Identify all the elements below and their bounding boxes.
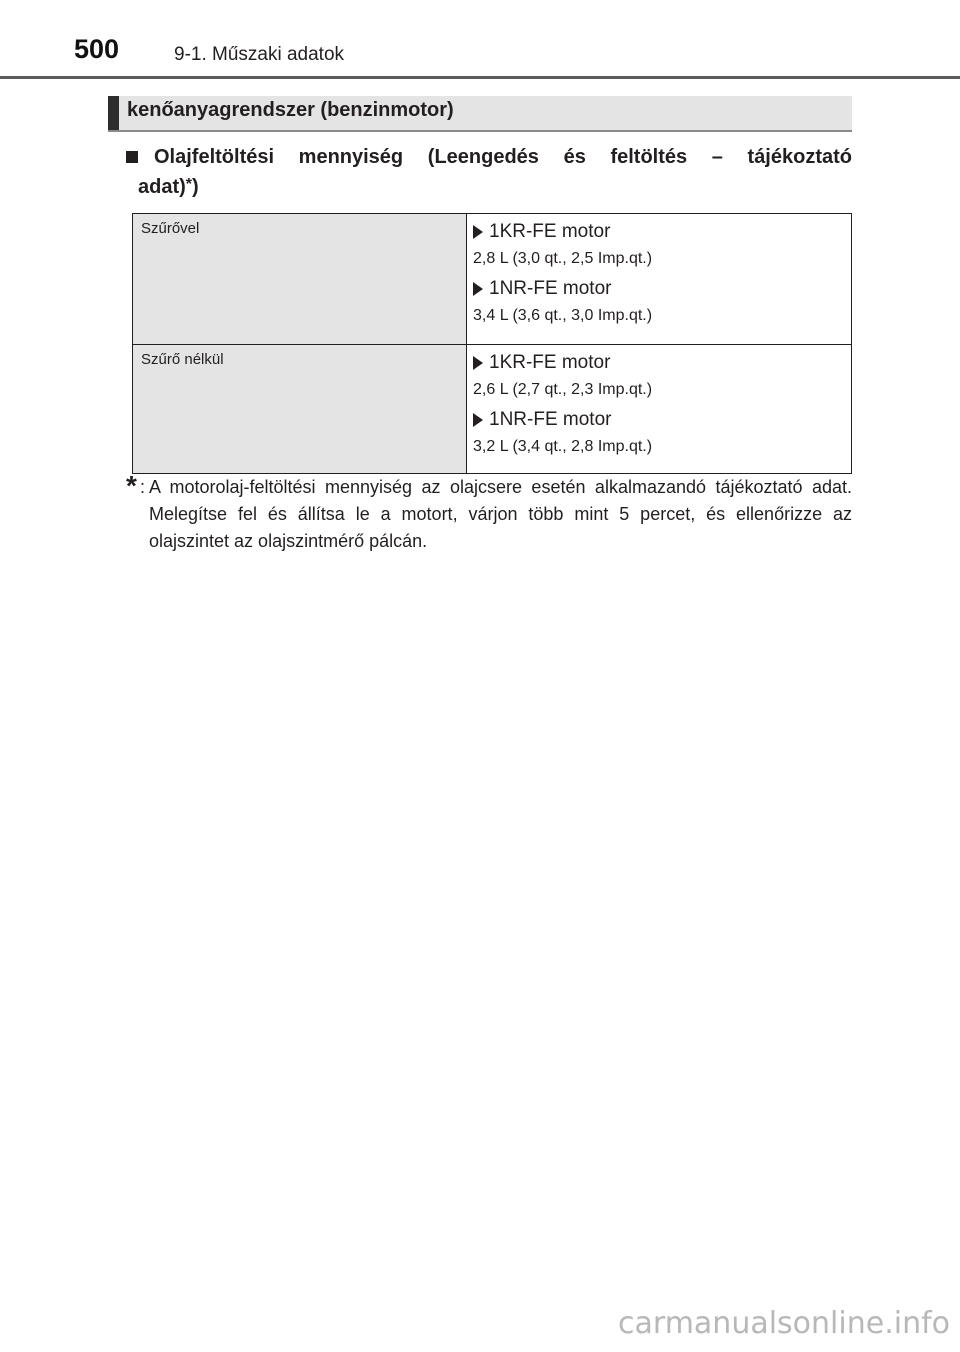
oil-capacity-table [132,213,852,474]
row-label: Szűrő nélkül [133,345,467,474]
footnote-marker: * [126,470,137,501]
triangle-right-icon [473,413,483,427]
watermark: carmanualsonline.info [618,1306,950,1341]
row-label: Szűrővel [133,214,467,345]
engine-entry [473,349,851,377]
engine-name: 1KR-FE motor [489,352,611,373]
triangle-right-icon [473,282,483,296]
subheading-close-paren: ) [192,176,199,198]
table-row [133,345,852,474]
section-title: kenőanyagrendszer (benzinmotor) [127,99,454,121]
capacity-value: 2,6 L (2,7 qt., 2,3 Imp.qt.) [473,381,653,398]
capacity-value: 2,8 L (3,0 qt., 2,5 Imp.qt.) [473,250,653,267]
engine-name: 1NR-FE motor [489,278,612,299]
subheading-line1: Olajfeltöltési mennyiség (Leengedés és feltöltés – tájékoztató [154,146,852,168]
header-divider [0,76,960,79]
subheading-line2-text: adat) [138,176,186,198]
capacity-value: 3,2 L (3,4 qt., 2,8 Imp.qt.) [473,438,653,455]
engine-name: 1KR-FE motor [489,221,611,242]
engine-name: 1NR-FE motor [489,409,612,430]
square-bullet-icon [126,151,138,163]
capacity-value: 3,4 L (3,6 qt., 3,0 Imp.qt.) [473,307,653,324]
table-row [133,214,852,345]
triangle-right-icon [473,356,483,370]
page-number: 500 [74,34,120,64]
engine-entry [473,406,851,434]
footnote-reference-marker: * [185,176,193,193]
subheading-line2 [138,172,199,204]
chapter-title: 9-1. Műszaki adatok [174,44,345,65]
footnote-text: A motorolaj-feltöltési mennyiség az olajcsere esetén alkalmazandó tájékoztató adat. Melegítse fel és állítsa le a motort, várjon több mint 5 percet, és ellenőrizze az olajszintet az olajszintmérő pálcán. [149,477,852,551]
footnote [126,470,852,555]
triangle-right-icon [473,225,483,239]
row-values [467,214,852,345]
row-values [467,345,852,474]
footnote-colon: : [140,477,146,497]
section-accent [108,96,119,130]
engine-entry [473,218,851,246]
section-header [108,96,852,132]
engine-entry [473,275,851,303]
